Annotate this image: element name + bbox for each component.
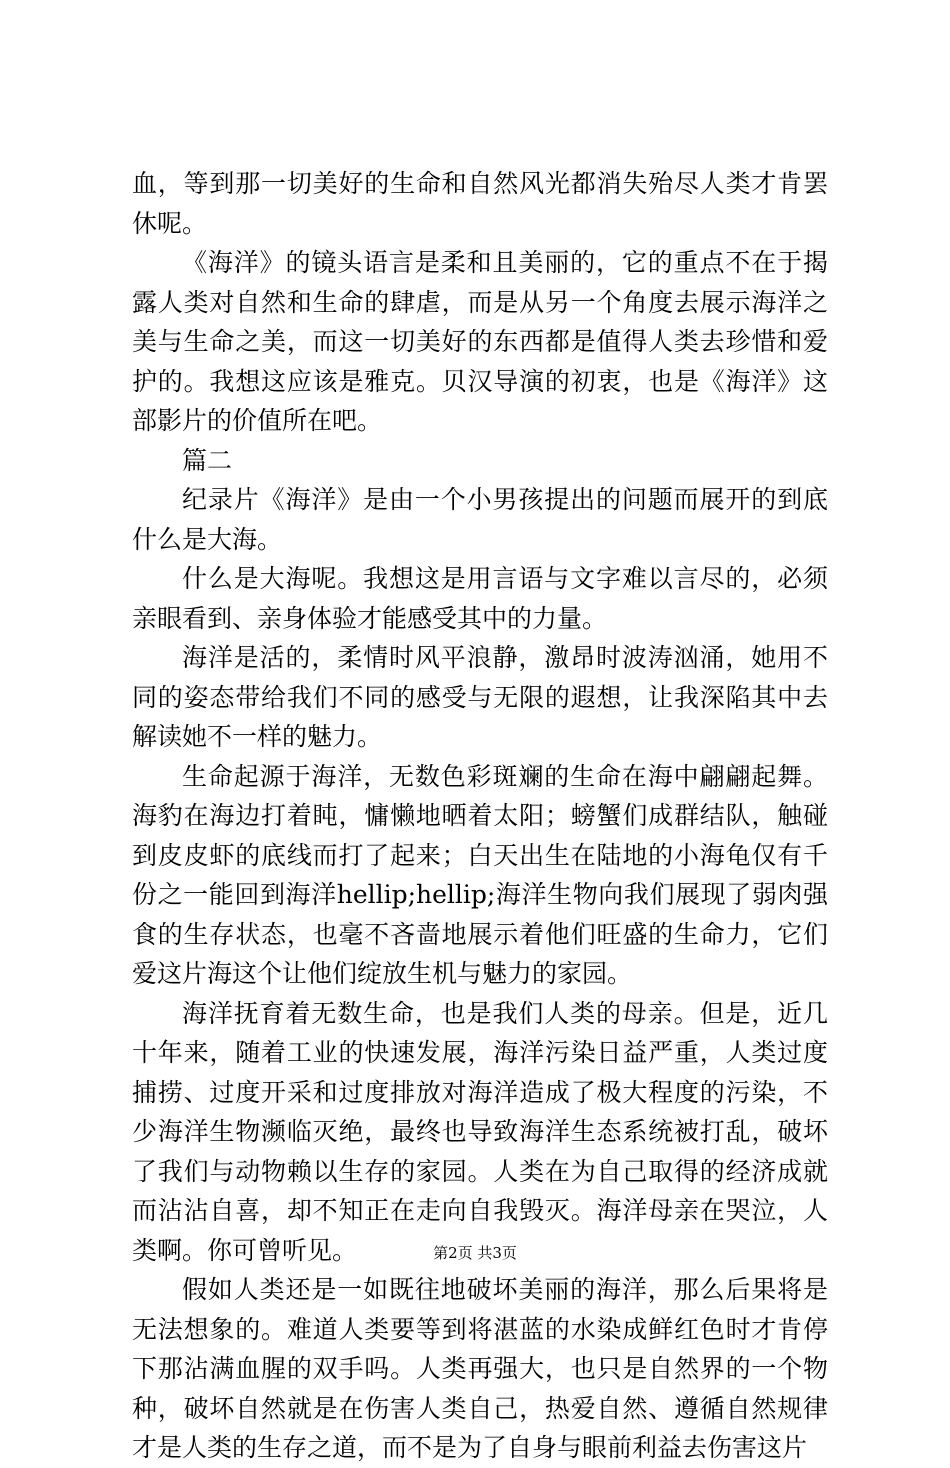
paragraph-8: 假如人类还是一如既往地破坏美丽的海洋，那么后果将是无法想象的。难道人类要等到将湛蓝的水染成鲜红色时才肯停下那沾满血腥的双手吗。人类再强大，也只是自然界的一个物种，破坏自然就是在伤害人类自己，热爱自然、遵循自然规律才是人类的生存之道，而不是为了自身与眼前利益去伤害这片 [132, 1275, 828, 1462]
paragraph-3: 纪录片《海洋》是由一个小男孩提出的问题而展开的到底什么是大海。 [132, 485, 828, 554]
section-heading: 篇二 [182, 445, 233, 475]
page-number-label: 第2页 共3页 [433, 1244, 517, 1262]
document-body [132, 164, 828, 1468]
paragraph-4: 什么是大海呢。我想这是用言语与文字难以言尽的，必须亲眼看到、亲身体验才能感受其中的力量。 [132, 564, 828, 633]
paragraph-2: 《海洋》的镜头语言是柔和且美丽的，它的重点不在于揭露人类对自然和生命的肆虐，而是从另一个角度去展示海洋之美与生命之美，而这一切美好的东西都是值得人类去珍惜和爱护的。我想这应该是雅克。贝汉导演的初衷，也是《海洋》这部影片的价值所在吧。 [132, 248, 828, 435]
paragraph-7: 海洋抚育着无数生命，也是我们人类的母亲。但是，近几十年来，随着工业的快速发展，海洋污染日益严重，人类过度捕捞、过度开采和过度排放对海洋造成了极大程度的污染，不少海洋生物濒临灭绝，最终也导致海洋生态系统被打乱，破坏了我们与动物赖以生存的家园。人类在为自己取得的经济成就而沾沾自喜，却不知正在走向自我毁灭。海洋母亲在哭泣，人类啊。你可曾听见。 [132, 998, 828, 1265]
paragraph-6: 生命起源于海洋，无数色彩斑斓的生命在海中翩翩起舞。海豹在海边打着盹，慵懒地晒着太阳；螃蟹们成群结队，触碰到皮皮虾的底线而打了起来；白天出生在陆地的小海龟仅有千份之一能回到海洋hellip;hellip;海洋生物向我们展现了弱肉强食的生存状态，也毫不吝啬地展示着他们旺盛的生命力，它们爱这片海这个让他们绽放生机与魅力的家园。 [132, 761, 828, 988]
paragraph-5: 海洋是活的，柔情时风平浪静，激昂时波涛汹涌，她用不同的姿态带给我们不同的感受与无限的遐想，让我深陷其中去解读她不一样的魅力。 [132, 643, 828, 751]
paragraph-1: 血，等到那一切美好的生命和自然风光都消失殆尽人类才肯罢休呢。 [132, 169, 828, 238]
page-footer [0, 1242, 950, 1263]
